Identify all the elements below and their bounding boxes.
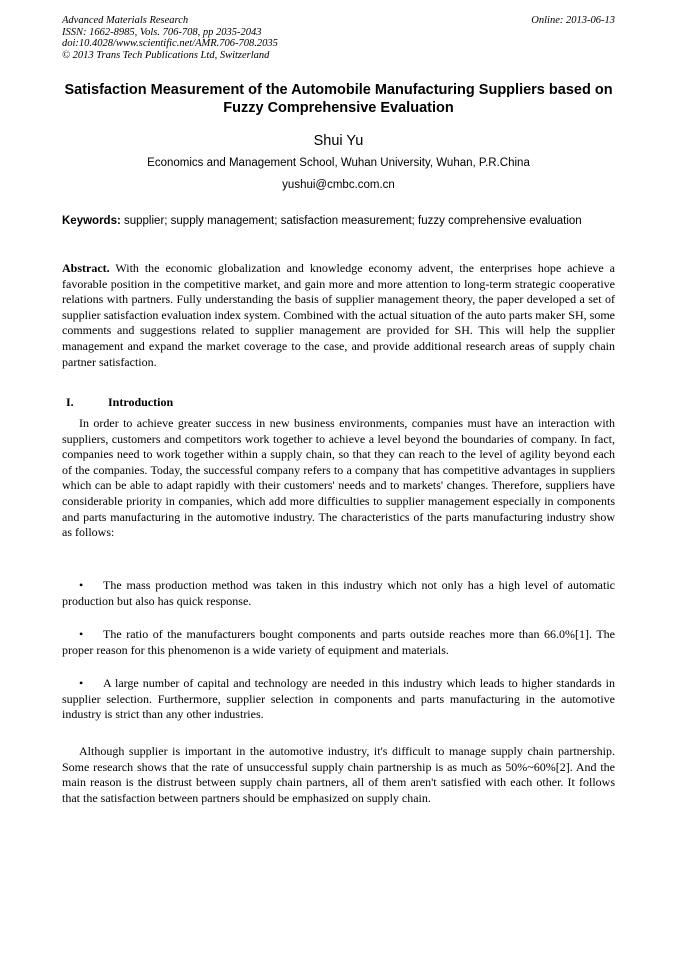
bullet-icon: • — [79, 676, 84, 690]
abstract-text: With the economic globalization and knowledge economy advent, the enterprises hope achieve a favorable position in the competitive market, and gain more and more attention to long-term strategic cooperative relations with partners. Fully understanding the basis of supplier management theory, the paper developed a set of supplier satisfaction evaluation index system. Combined with the actual situation of the auto parts maker SH, some comments and suggestions related to supplier management are provided for SH. This will help the supplier management and expand the market coverage to the case, and provide additional research areas of supply chain partner satisfaction. — [62, 261, 615, 369]
section-heading — [66, 395, 566, 411]
author-name: Shui Yu — [313, 133, 364, 149]
bullet-text: A large number of capital and technology are needed in this industry which leads to higher standards in supplier selection. Furthermore, supplier selection in components and parts manufacturing in the automotive industry is strict than any other industries. — [62, 676, 615, 722]
paper-title: Satisfaction Measurement of the Automobile Manufacturing Suppliers based on Fuzzy Comprehensive Evaluation — [64, 82, 613, 116]
section-title: Introduction — [108, 395, 174, 409]
journal-copyright: © 2013 Trans Tech Publications Ltd, Switzerland — [62, 49, 270, 61]
abstract-label: Abstract. — [62, 261, 110, 275]
abstract — [62, 261, 615, 370]
bullet-item — [62, 627, 615, 658]
journal-issn: ISSN: 1662-8985, Vols. 706-708, pp 2035-2043 — [62, 26, 262, 38]
intro-paragraph-1: In order to achieve greater success in new business environments, companies must have an interaction with suppliers, customers and competitors work together to achieve a level beyond the boundaries of company. In fact, companies need to work together within a supply chain, so that they can reach to the level of agility beyond each of the companies. Today, the successful company refers to a company that has competitive advantages in suppliers which can be able to adapt rapidly with their customers' needs and to markets' changes. Therefore, suppliers have considerable priority in companies, which add more difficulties to supplier management especially in components and parts manufacturing in the automotive industry. The characteristics of the parts manufacturing industry show as follows: — [62, 416, 615, 540]
journal-name: Advanced Materials Research — [62, 15, 189, 26]
journal-doi: doi:10.4028/www.scientific.net/AMR.706-708.2035 — [62, 38, 278, 50]
section-number: I. — [66, 395, 74, 409]
keywords — [62, 213, 615, 229]
keywords-label: Keywords: — [62, 215, 121, 227]
author-email: yushui@cmbc.com.cn — [282, 179, 395, 191]
online-date: Online: 2013-06-13 — [531, 15, 615, 26]
bullet-item — [62, 578, 615, 609]
bullet-item — [62, 676, 615, 723]
bullet-icon: • — [79, 578, 84, 592]
author-affiliation: Economics and Management School, Wuhan University, Wuhan, P.R.China — [147, 157, 530, 169]
keywords-text: supplier; supply management; satisfaction measurement; fuzzy comprehensive evaluation — [124, 215, 582, 227]
intro-paragraph-2: Although supplier is important in the automotive industry, it's difficult to manage supply chain partnership. Some research shows that the rate of unsuccessful supply chain partnership is as much as 50%~60%[2]. And the main reason is the distrust between supply chain partners, all of them aren't satisfied with each other. It follows that the satisfaction between partners should be emphasized on supply chain. — [62, 744, 615, 805]
bullet-text: The ratio of the manufacturers bought components and parts outside reaches more than 66.0%[1]. The proper reason for this phenomenon is a wide variety of equipment and materials. — [62, 627, 615, 657]
bullet-text: The mass production method was taken in this industry which not only has a high level of automatic production but also has quick response. — [62, 578, 615, 608]
bullet-icon: • — [79, 627, 84, 641]
journal-header — [62, 15, 615, 61]
